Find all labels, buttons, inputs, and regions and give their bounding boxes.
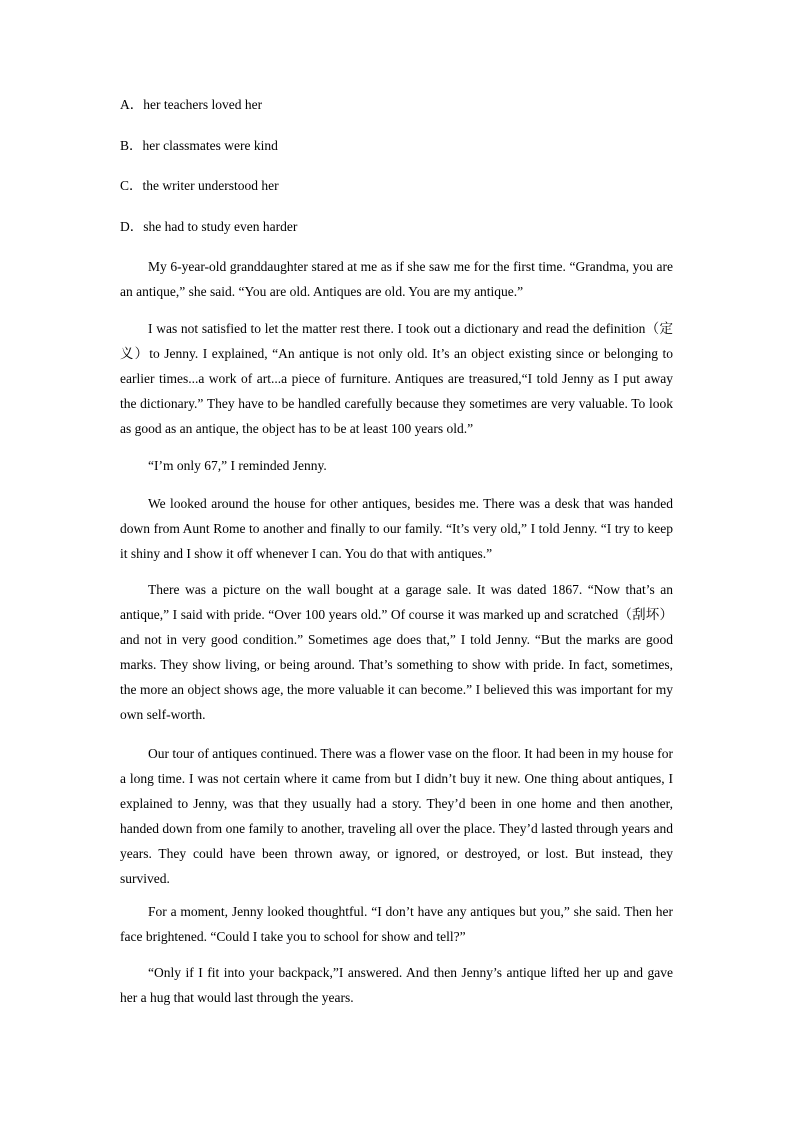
paragraph-8: “Only if I fit into your backpack,”I answered. And then Jenny’s antique lifted her up and gave her a hug that would last through the years.	[120, 965, 673, 1005]
option-b: B．her classmates were kind	[120, 138, 278, 153]
paragraph-1: My 6-year-old granddaughter stared at me as if she saw me for the first time. “Grandma, you are an antique,” she said. “You are old. Antiques are old. You are my antique.”	[120, 259, 673, 299]
paragraph-7: For a moment, Jenny looked thoughtful. “I don’t have any antiques but you,” she said. Then her face brightened. “Could I take you to school for show and tell?”	[120, 904, 673, 944]
paragraph-2: I was not satisfied to let the matter rest there. I took out a dictionary and read the definition（定义）to Jenny. I explained, “An antique is not only old. It’s an object existing since or belonging to earlier times...a work of art...a piece of furniture. Antiques are treasured,“I told Jenny as I put away the dictionary.” They have to be handled carefully because they sometimes are very valuable. To look as good as an antique, the object has to be at least 100 years old.”	[120, 321, 673, 436]
paragraph-6: Our tour of antiques continued. There was a flower vase on the floor. It had been in my house for a long time. I was not certain where it came from but I didn’t buy it new. One thing about antiques, I explained to Jenny, was that they usually had a story. They’d been in one home and then another, handed down from one family to another, traveling all over the place. They’d lasted through years and years. They could have been thrown away, or ignored, or destroyed, or lost. But instead, they survived.	[120, 746, 673, 886]
option-c: C．the writer understood her	[120, 178, 279, 193]
paragraph-5: There was a picture on the wall bought at a garage sale. It was dated 1867. “Now that’s an antique,” I said with pride. “Over 100 years old.” Of course it was marked up and scratched（刮坏） and not in very good condition.” Sometimes age does that,” I told Jenny. “But the marks are good marks. They show living, or being around. That’s something to show with pride. In fact, sometimes, the more an object shows age, the more valuable it can become.” I believed this was important for my own self-worth.	[120, 582, 673, 722]
paragraph-3: “I’m only 67,” I reminded Jenny.	[148, 458, 327, 473]
option-d: D．she had to study even harder	[120, 219, 298, 234]
option-a: A．her teachers loved her	[120, 97, 263, 112]
paragraph-4: We looked around the house for other antiques, besides me. There was a desk that was handed down from Aunt Rome to another and finally to our family. “It’s very old,” I told Jenny. “I try to keep it shiny and I show it off whenever I can. You do that with antiques.”	[120, 496, 673, 561]
